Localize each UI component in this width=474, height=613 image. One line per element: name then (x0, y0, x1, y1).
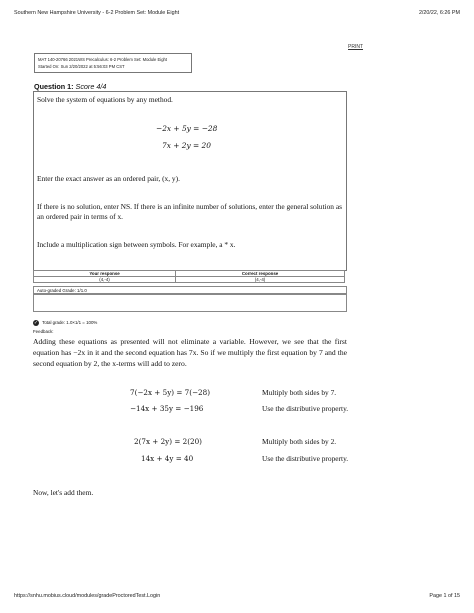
ns-instruction: If there is no solution, enter NS. If there is an infinite number of solutions, enter the general solution as an ordered pair in terms of x. (37, 202, 342, 221)
auto-graded-bar (33, 286, 347, 294)
print-header (14, 10, 460, 16)
question-box (33, 91, 347, 271)
step-4-math: 14x + 4y = 40 (141, 454, 194, 463)
your-response-value: (4,-4) (34, 277, 176, 283)
check-icon: ✓ (33, 320, 39, 326)
header-timestamp: 2/20/22, 6:26 PM (418, 10, 460, 16)
step-1-note: Multiply both sides by 7. (262, 388, 337, 397)
correct-response-header: Correct response (176, 271, 345, 277)
question-title (34, 82, 106, 91)
feedback-label: Feedback: (33, 329, 54, 334)
comment-box (33, 294, 347, 312)
step-1-math: 7(−2x + 5y) = 7(−28) (130, 388, 210, 397)
equation-1: −2x + 5y = −28 (156, 124, 218, 133)
step-2-math: −14x + 35y = −196 (130, 404, 204, 413)
total-grade (33, 320, 97, 326)
feedback-paragraph: Adding these equations as presented will not eliminate a variable. However, we see that the first equation has −2x in it and the second equation has 7x. So if we multiply the first equation by 7 and the second equation by 2, the x-terms will add to zero. (33, 337, 347, 368)
correct-response-value: (4,-4) (176, 277, 345, 283)
response-table (33, 270, 345, 283)
footer-url: https://snhu.mobius.cloud/modules/gradeProctoredTest.Login (14, 593, 161, 599)
question-score: Score 4/4 (75, 82, 107, 91)
print-link[interactable]: PRINT (348, 44, 363, 50)
step-3-note: Multiply both sides by 2. (262, 437, 337, 446)
step-4-note: Use the distributive property. (262, 454, 349, 463)
question-prompt: Solve the system of equations by any method. (37, 95, 173, 104)
answer-instruction: Enter the exact answer as an ordered pair, (x, y). (37, 174, 180, 183)
total-grade-text: Total grade: 1.0×1/1 = 100% (42, 320, 98, 326)
header-title: Southern New Hampshire University - 6-2 Problem Set: Module Eight (14, 10, 180, 16)
equation-2: 7x + 2y = 20 (162, 141, 211, 150)
closing-text: Now, let's add them. (33, 488, 94, 497)
question-label: Question 1: (34, 82, 74, 91)
auto-graded-text: Auto-graded Grade: 1/1.0 (37, 287, 87, 293)
step-2-note: Use the distributive property. (262, 404, 349, 413)
your-response-header: Your response (34, 271, 176, 277)
print-footer (14, 593, 460, 599)
started-on-line: Started On: Sun 2/20/2022 at 5:56:03 PM CST (38, 64, 125, 69)
step-3-math: 2(7x + 2y) = 2(20) (134, 437, 202, 446)
course-line: MAT 140-20766 2021WS Precalculus: 6-2 Problem Set: Module Eight (38, 57, 168, 62)
multiplication-instruction: Include a multiplication sign between symbols. For example, a * x. (37, 240, 236, 249)
footer-page: Page 1 of 15 (429, 593, 460, 599)
test-meta-box (34, 53, 192, 73)
